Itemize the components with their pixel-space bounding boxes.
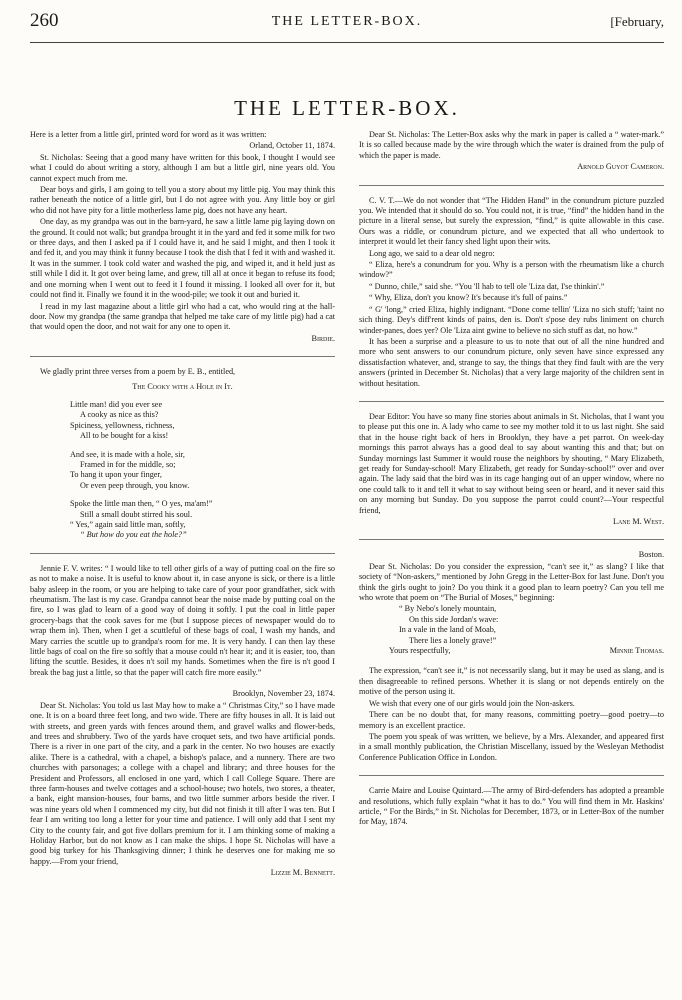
birdie-intro: Here is a letter from a little girl, printed word for word as it was written: <box>30 130 267 139</box>
stanza-break <box>70 442 335 450</box>
memory-reply: There can be no doubt that, for many reasons, committing poetry—good poetry—to memory is an excellent practice. <box>359 710 664 730</box>
poem-line: To hang it upon your finger, <box>70 470 162 480</box>
author-reply: The poem you speak of was written, we believe, by a Mrs. Alexander, and appeared first in a small monthly publication, the Christian Miscellany, issued by the Wesleyan Methodist Conference Publication Office in London. <box>359 731 664 762</box>
poem-line: Spoke the little man then, “ O yes, ma'am!” <box>70 499 213 509</box>
lizzie-letter: Dear St. Nicholas: You told us last May how to make a “ Christmas City,” so I have made one. It is on a board three feet long, and two wide. There are fifty houses in all. It is laid out with streets, and green yards with fences around them, and gravel walks and flower-beds, and trees and shrubbery. Two of the yards have croquet sets, and two have artificial ponds. There is a river in one part of the city, and a park in the center. No two houses are exactly alike. There is a cathedral, with a chapel, a bishop's palace, and a nunnery. There are two churches with parsonages; a college with a chapel and library; and three houses for the President and Professors, all enclosed in one yard, which I call College Square. There are three farm-houses and twelve cottages and a school-house; two hotels, two stores, a theater, a bank, eight mansion-houses, four barns, and two little summer arbors beside the river. I was nine years old when I commenced my city, but did not finish it till after I was ten. But I fear I am writing too long a letter for your time and patience. I will only add that I sent my City to the county fair, and got five dollars premium for it. I am thinking some of making a Holiday Harbor, but do not know as I can make the ships. I hope St. Nicholas will have a good big turkey for his Thanksgiving dinner; I think he deserves one for making me so happy.—From your friend, <box>30 700 335 866</box>
birdie-paragraph-1: St. Nicholas: Seeing that a good many have written for this book, I thought I would see what I could do about writing a story, although I am but a little girl, nine years old. You cannot expect much from me. <box>30 152 335 183</box>
lizzie-signature: Lizzie M. Bennett. <box>270 868 335 878</box>
watermark-letter: Dear St. Nicholas: The Letter-Box asks why the mark in paper is called a “ water-mark.” It is so called because made by the wire through which the water is drained from the pulp of which the paper is made. <box>359 130 664 160</box>
dialogue-line: “ Eliza, here's a conundrum for you. Why is a person with the rheumatism like a church window?” <box>359 260 664 280</box>
poem-line: And see, it is made with a hole, sir, <box>70 449 185 459</box>
poem-line: In a vale in the land of Moab, <box>399 625 496 635</box>
poem-line: A cooky as nice as this? <box>80 410 159 420</box>
cooky-poem <box>70 400 335 541</box>
poem-line: Spiciness, yellowness, richness, <box>70 420 175 430</box>
poem-line: Or even peep through, you know. <box>80 480 190 490</box>
poem-line: On this side Jordan's wave: <box>409 614 499 624</box>
poem-line: Still a small doubt stirred his soul. <box>80 509 193 519</box>
birdie-paragraph-4: I read in my last magazine about a little girl who had a cat, who would ring at the hall-door. Now my grandpa (the same grandpa that helped me take care of my little pig) had a cat that would open the door, and not wait for any one to open it. <box>30 301 335 332</box>
page-title: THE LETTER-BOX. <box>234 96 460 120</box>
poem-line: All to be bought for a kiss! <box>80 431 169 441</box>
dialogue-line: “ G' 'long,” cried Eliza, highly indignant. “Done come tellin' 'Liza no sich stuff; 'taint no sich thing. Dey's diff'rent kinds of pains, den is. Don't s'pose dey rubs liniment on church winder-panes, does yer? Ole 'Liza aint gwine to believe no sich stuff as dat, no how.” <box>359 304 664 335</box>
minnie-signature: Minnie Thomas. <box>609 646 664 656</box>
stanza-break <box>70 491 335 499</box>
running-title: THE LETTER-BOX. <box>271 14 423 29</box>
poem-line: “ Yes,” again said little man, softly, <box>70 520 186 529</box>
poem-title: The Cooky with a Hole in It. <box>132 381 233 391</box>
minnie-letter: Dear St. Nicholas: Do you consider the expression, “can't see it,” as slang? I like that society of “Non-askers,” mentioned by John Gregg in the Letter-Box for last June. Don't you think the girls ought to join? Do you think it a good plan to learn poetry? Can you tell me who wrote that poem on “The Burial of Moses,” beginning: <box>359 561 664 603</box>
right-column <box>359 130 664 829</box>
birdie-paragraph-3: One day, as my grandpa was out in the barn-yard, he saw a little lame pig laying down on the ground. It could not walk; but grandpa brought it in the yard and fed it some milk for two or three days, and then I asked pa if I could have it, and he said I might, and then I took it and fed it, and you may think it funny because I took the dish that I fed it with and washed it. It was in the summer. I took cold water and washed the pig, and wiped it, and it held just as still while I did it. It got over being lame, and grew, till all at once it began to refuse its food; and one morning when I went out to feed it I found it missing. I looked all over for it, but could not find it. Finally we found it in the wood-pile; we took it out and buried it. <box>30 217 335 300</box>
poem-line: “ But how do you eat the hole?” <box>80 530 187 540</box>
birdie-dateline: Orland, October 11, 1874. <box>249 141 335 151</box>
poem-line: Framed in for the middle, so; <box>80 459 176 469</box>
section-divider <box>359 539 664 540</box>
poem-line: Little man! did you ever see <box>70 399 163 409</box>
running-month: [February, <box>610 14 664 29</box>
lizzie-dateline: Brooklyn, November 23, 1874. <box>232 689 335 699</box>
negro-intro: Long ago, we said to a dear old negro: <box>369 248 495 258</box>
cvt-reply: C. V. T.—We do not wonder that “The Hidden Hand” in the conundrum picture puzzled you. We intended that it should do so. You could not, it is true, “find” the hidden hand in the picture in a literal sense, but surely the expression, “find,” is quite allowable in this case. Ours was a riddle, or conundrum picture, and we expected that all who undertook to interpret it would let their fancy shed light upon their wits. <box>359 195 664 247</box>
page-number: 260 <box>30 10 59 31</box>
parrot-letter: Dear Editor: You have so many fine stories about animals in St. Nicholas, that I want you to please put this one in. A lady who came to see my mother told it to us last night. She said that in the house right back of hers in Brooklyn, they have a pet parrot. On week-day mornings this parrot always has a good deal to say about wanting this and that; but on Sunday mornings last Summer it would rouse the neighbors by shouting, “ Mary Elizabeth, get ready for Sunday-school! Mary Elizabeth, get ready for Sunday-school!” over and over again. The lady said that the bird was in its cage hanging out of an upper window, where no one could talk to it and tell it what to say without being seen or heard, and it never said this on any morning but Sunday. Do you suppose the parrot could count?—Your respectful friend, <box>359 411 664 515</box>
jennie-letter: Jennie F. V. writes: “ I would like to tell other girls of a way of putting coal on the fire so as not to make a noise. It is useful to know about it, in case anyone is sick, or there is a little baby asleep in the room, or you are helping to take care of your poor grandfather, sick with rheumatism. The last is my case. Grandpa cannot bear the noise made by putting coal on the fire, so I was glad to learn of a good way of doing it softly. I put the coal in little paper grocery-bags that the cook saves for me (but I suppose pieces of newspaper would do to wrap them in). Then, when I get a scuttleful of these bags of coal, I wash my hands, and Mary carries the scuttle up to grandpa's room for me. It is very handy. I can then lay these little bags of coal on the fire so softly that a mouse could n't hear it; and it is easier, too, than lifting the scuttle. Besides, it does n't soil my hands. Sometimes when the fire is n't good I break the bag just a little, so that the paper will catch fire more easily.” <box>30 563 335 677</box>
arnold-signature: Arnold Guyot Cameron. <box>577 162 664 172</box>
closing: Yours respectfully, <box>389 646 451 656</box>
bird-defenders-reply: Carrie Maire and Louise Quintard.—The army of Bird-defenders has adopted a preamble and resolutions, which fully explain “what it has to do.” You will find them in Mr. Haskins' article, “ For the Birds,” in St. Nicholas for December, 1873, or in Letter-Box of the number for May, 1874. <box>359 786 664 827</box>
left-column <box>30 130 335 880</box>
nonaskers-reply: We wish that every one of our girls would join the Non-askers. <box>369 698 575 708</box>
moses-poem <box>399 604 664 646</box>
dialogue-line: “ Dunno, chile,” said she. “You 'll hab to tell ole 'Liza dat, I'se thinkin'.” <box>369 281 605 291</box>
section-divider <box>359 401 664 402</box>
dialogue-line: “ Why, Eliza, don't you know? It's because it's full of pains.” <box>369 293 568 303</box>
running-header <box>30 10 664 38</box>
section-divider <box>359 185 664 186</box>
section-divider <box>30 553 335 554</box>
birdie-signature: Birdie. <box>311 333 335 343</box>
slang-reply: The expression, “can't see it,” is not necessarily slang, but it may be used as slang, and is then disagreeable to refined persons. Whether it is slang or not depends entirely on the motive of the person using it. <box>359 666 664 697</box>
boston-dateline: Boston. <box>638 550 664 560</box>
surprise-paragraph: It has been a surprise and a pleasure to us to note that out of all the nine hundred and more who sent answers to our conundrum picture, only seven have since expressed any dissatisfaction whatever, and, strange to say, the things that they find fault with are the very answers (printed in December St. Nicholas) that a very large majority of the children sent in without hesitation. <box>359 336 664 388</box>
birdie-paragraph-2: Dear boys and girls, I am going to tell you a story about my little pig. You may think this rather beneath the notice of a little girl, but I do not agree with you. Any little boy or girl who did not have pity for a little motherless lame pig, does not have any heart. <box>30 185 335 215</box>
poem-line: There lies a lonely grave!” <box>409 635 497 645</box>
section-divider <box>359 775 664 776</box>
lane-signature: Lane M. West. <box>612 517 664 526</box>
section-divider <box>30 356 335 357</box>
header-rule <box>30 42 664 43</box>
minnie-signoff <box>359 646 664 656</box>
poem-line: “ By Nebo's lonely mountain, <box>399 604 497 614</box>
poem-intro: We gladly print three verses from a poem by E. B., entitled, <box>40 367 236 377</box>
